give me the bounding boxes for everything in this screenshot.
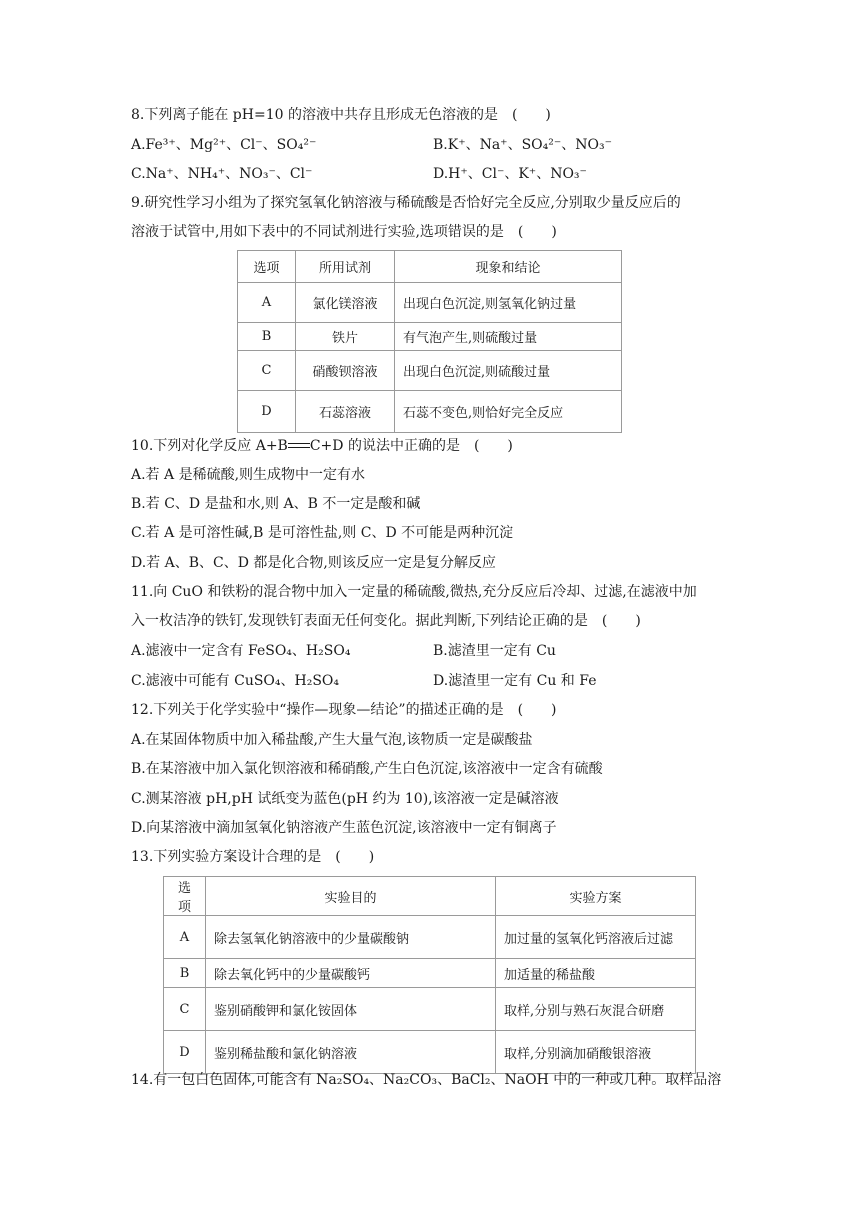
table-row <box>164 959 696 988</box>
table-cell: 出现白色沉淀,则氢氧化钠过量 <box>395 283 622 323</box>
q11-option-c: C.滤液中可能有 CuSO₄、H₂SO₄ <box>131 673 340 689</box>
table-cell: 加过量的氢氧化钙溶液后过滤 <box>496 916 696 959</box>
q8-stem: 8.下列离子能在 pH=10 的溶液中共存且形成无色溶液的是 ( ) <box>131 107 551 123</box>
q10-option-d: D.若 A、B、C、D 都是化合物,则该反应一定是复分解反应 <box>131 555 496 571</box>
q8-option-b: B.K⁺、Na⁺、SO₄²⁻、NO₃⁻ <box>433 137 612 153</box>
table-cell: 出现白色沉淀,则硫酸过量 <box>395 351 622 391</box>
q12-option-b: B.在某溶液中加入氯化钡溶液和稀硝酸,产生白色沉淀,该溶液中一定含有硫酸 <box>131 761 603 777</box>
q11-option-a: A.滤液中一定含有 FeSO₄、H₂SO₄ <box>131 643 351 659</box>
table-row <box>164 1031 696 1074</box>
q11-stem-line1: 11.向 CuO 和铁粉的混合物中加入一定量的稀硫酸,微热,充分反应后冷却、过滤,在滤液中加 <box>131 584 697 600</box>
q10-option-a: A.若 A 是稀硫酸,则生成物中一定有水 <box>131 467 366 483</box>
table-header-row <box>164 877 696 916</box>
table-cell: C <box>238 351 296 391</box>
table-cell: B <box>164 959 206 988</box>
q12-option-d: D.向某溶液中滴加氢氧化钠溶液产生蓝色沉淀,该溶液中一定有铜离子 <box>131 820 557 836</box>
q10-stem <box>131 436 513 456</box>
table-cell: 铁片 <box>296 323 395 351</box>
q9-table <box>237 250 622 433</box>
table-header-cell: 实验目的 <box>206 877 496 916</box>
q10-stem-part1: 10.下列对化学反应 A+B <box>131 438 288 454</box>
q11-option-d: D.滤渣里一定有 Cu 和 Fe <box>433 673 597 689</box>
table-header-cell: 实验方案 <box>496 877 696 916</box>
q13-stem: 13.下列实验方案设计合理的是 ( ) <box>131 849 375 865</box>
table-cell: 鉴别稀盐酸和氯化钠溶液 <box>206 1031 496 1074</box>
table-header-cell: 所用试剂 <box>296 251 395 283</box>
table-cell: C <box>164 988 206 1031</box>
table-row <box>238 323 622 351</box>
q10-stem-part2: C+D 的说法中正确的是 ( ) <box>309 438 513 454</box>
q11-option-b: B.滤渣里一定有 Cu <box>433 643 556 659</box>
table-row <box>164 988 696 1031</box>
table-row <box>238 391 622 433</box>
table-cell: 除去氢氧化钠溶液中的少量碳酸钠 <box>206 916 496 959</box>
q13-table <box>163 876 696 1074</box>
q8-option-d: D.H⁺、Cl⁻、K⁺、NO₃⁻ <box>433 166 587 182</box>
table-cell: D <box>164 1031 206 1074</box>
table-cell: A <box>238 283 296 323</box>
q12-stem: 12.下列关于化学实验中“操作—现象—结论”的描述正确的是 ( ) <box>131 702 557 718</box>
table-cell: 鉴别硝酸钾和氯化铵固体 <box>206 988 496 1031</box>
q14-stem-line1: 14.有一包白色固体,可能含有 Na₂SO₄、Na₂CO₃、BaCl₂、NaOH 中的一种或几种。取样品溶 <box>131 1072 722 1088</box>
table-cell: B <box>238 323 296 351</box>
table-cell: 取样,分别滴加硝酸银溶液 <box>496 1031 696 1074</box>
q9-stem-line2: 溶液于试管中,用如下表中的不同试剂进行实验,选项错误的是 ( ) <box>131 224 557 240</box>
table-cell: 氯化镁溶液 <box>296 283 395 323</box>
table-cell: 硝酸钡溶液 <box>296 351 395 391</box>
q12-option-a: A.在某固体物质中加入稀盐酸,产生大量气泡,该物质一定是碳酸盐 <box>131 732 533 748</box>
q8-option-a: A.Fe³⁺、Mg²⁺、Cl⁻、SO₄²⁻ <box>131 137 317 153</box>
table-header-cell: 现象和结论 <box>395 251 622 283</box>
table-cell: 加适量的稀盐酸 <box>496 959 696 988</box>
table-header-cell: 选项 <box>238 251 296 283</box>
table-cell: 除去氧化钙中的少量碳酸钙 <box>206 959 496 988</box>
q10-option-b: B.若 C、D 是盐和水,则 A、B 不一定是酸和碱 <box>131 496 421 512</box>
q8-option-c: C.Na⁺、NH₄⁺、NO₃⁻、Cl⁻ <box>131 166 313 182</box>
table-cell: 有气泡产生,则硫酸过量 <box>395 323 622 351</box>
q12-option-c: C.测某溶液 pH,pH 试纸变为蓝色(pH 约为 10),该溶液一定是碱溶液 <box>131 791 559 807</box>
table-header-cell: 选项 <box>164 877 206 916</box>
table-cell: D <box>238 391 296 433</box>
table-cell: 石蕊不变色,则恰好完全反应 <box>395 391 622 433</box>
reaction-equals-sign <box>288 441 310 451</box>
q11-stem-line2: 入一枚洁净的铁钉,发现铁钉表面无任何变化。据此判断,下列结论正确的是 ( ) <box>131 613 641 629</box>
table-cell: 石蕊溶液 <box>296 391 395 433</box>
table-header-row <box>238 251 622 283</box>
table-row <box>238 283 622 323</box>
table-row <box>238 351 622 391</box>
table-row <box>164 916 696 959</box>
table-cell: A <box>164 916 206 959</box>
table-cell: 取样,分别与熟石灰混合研磨 <box>496 988 696 1031</box>
q10-option-c: C.若 A 是可溶性碱,B 是可溶性盐,则 C、D 不可能是两种沉淀 <box>131 525 514 541</box>
q9-stem-line1: 9.研究性学习小组为了探究氢氧化钠溶液与稀硫酸是否恰好完全反应,分别取少量反应后的 <box>131 195 681 211</box>
